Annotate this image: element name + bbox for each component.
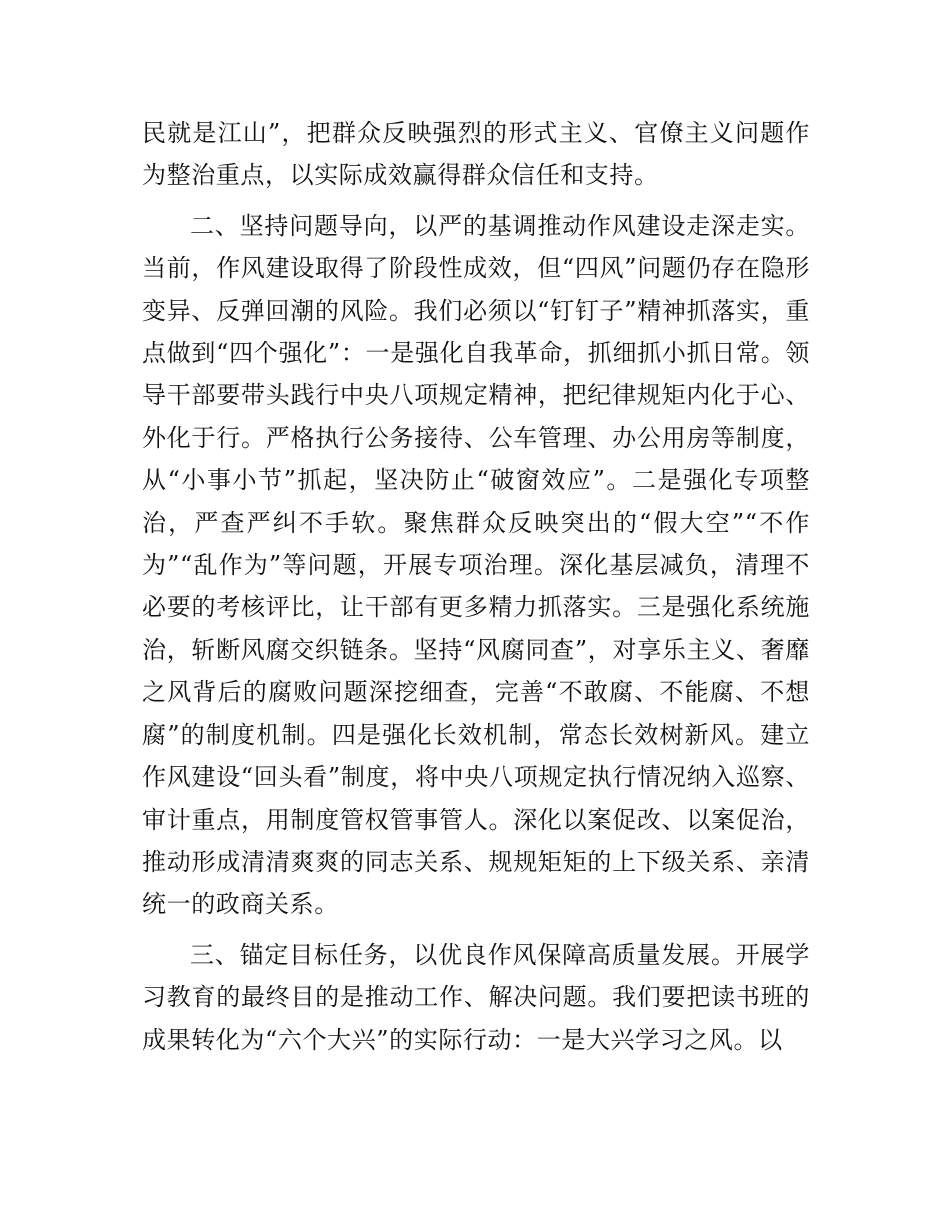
paragraph-spacer	[142, 926, 810, 934]
document-body	[142, 112, 810, 1061]
paragraph-continuation: 民就是江山”，把群众反映强烈的形式主义、官僚主义问题作为整治重点，以实际成效赢得群众信任和支持。	[142, 119, 810, 190]
paragraph-section-three: 三、锚定目标任务，以优良作风保障高质量发展。开展学习教育的最终目的是推动工作、解决问题。我们要把读书班的成果转化为“六个大兴”的实际行动：一是大兴学习之风。以	[142, 940, 810, 1054]
paragraph-spacer	[142, 197, 810, 205]
paragraph-section-two: 二、坚持问题导向，以严的基调推动作风建设走深走实。当前，作风建设取得了阶段性成效，但“四风”问题仍存在隐形变异、反弹回潮的风险。我们必须以“钉钉子”精神抓落实，重点做到“四个强化”：一是强化自我革命，抓细抓小抓日常。领导干部要带头践行中央八项规定精神，把纪律规矩内化于心、外化于行。严格执行公务接待、公车管理、办公用房等制度，从“小事小节”抓起，坚决防止“破窗效应”。二是强化专项整治，严查严纠不手软。聚焦群众反映突出的“假大空”“不作为”“乱作为”等问题，开展专项治理。深化基层减负，清理不必要的考核评比，让干部有更多精力抓落实。三是强化系统施治，斩断风腐交织链条。坚持“风腐同查”，对享乐主义、奢靡之风背后的腐败问题深挖细查，完善“不敢腐、不能腐、不想腐”的制度机制。四是强化长效机制，常态长效树新风。建立作风建设“回头看”制度，将中央八项规定执行情况纳入巡察、审计重点，用制度管权管事管人。深化以案促改、以案促治，推动形成清清爽爽的同志关系、规规矩矩的上下级关系、亲清统一的政商关系。	[142, 211, 810, 919]
